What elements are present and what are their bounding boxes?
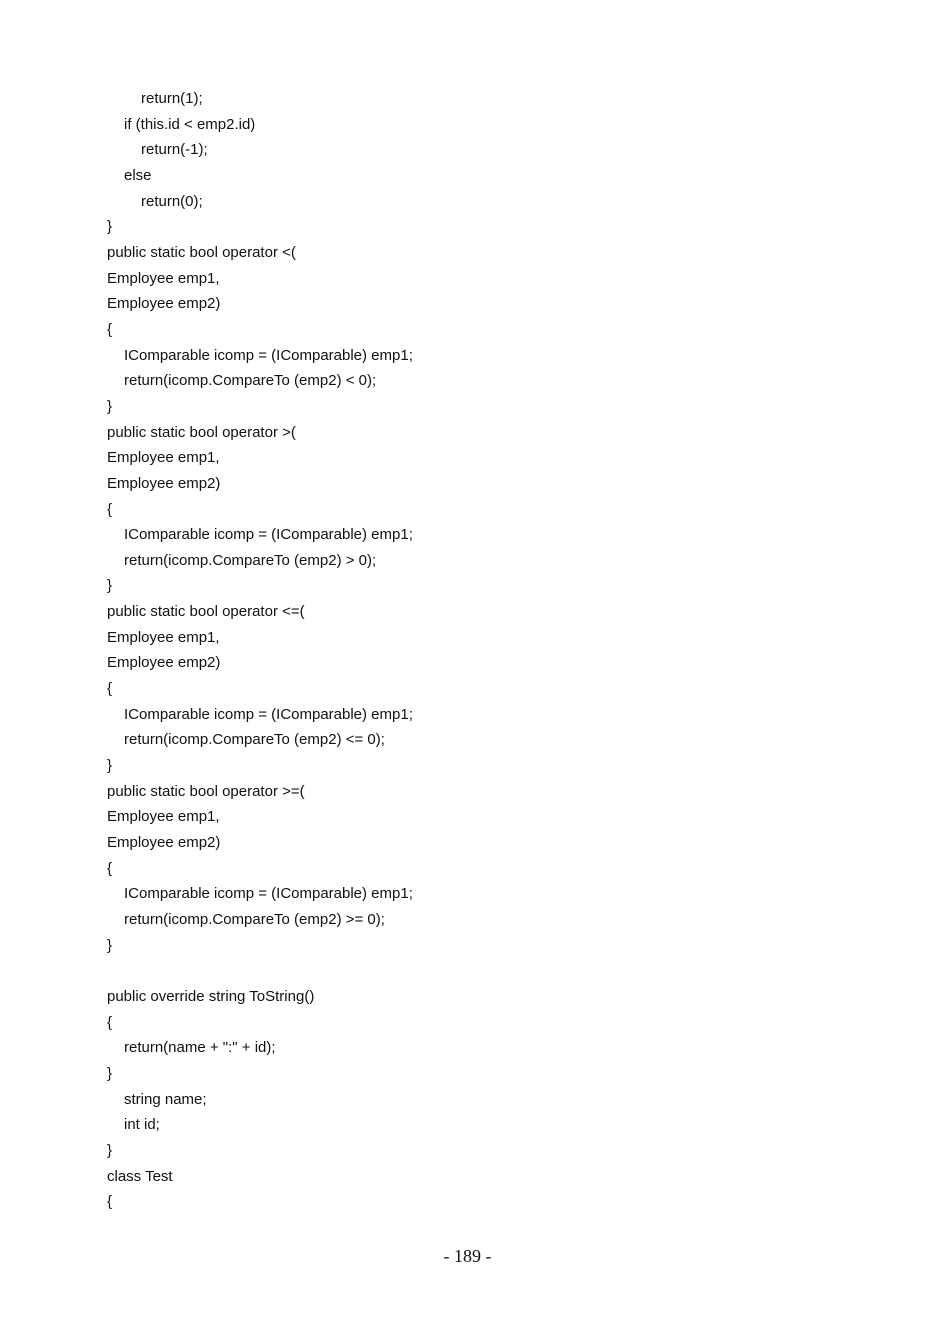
code-line: return(icomp.CompareTo (emp2) >= 0); — [124, 911, 385, 928]
code-line: Employee emp1, — [107, 628, 220, 646]
code-line: } — [107, 577, 113, 595]
code-line: IComparable icomp = (IComparable) emp1; — [124, 526, 413, 544]
code-line: } — [107, 1064, 113, 1082]
code-line: { — [107, 859, 113, 877]
code-line: return(icomp.CompareTo (emp2) <= 0); — [124, 731, 385, 749]
code-line: Employee emp1, — [107, 269, 220, 287]
code-line: return(0); — [141, 192, 203, 210]
page-number: - 189 - — [443, 1246, 492, 1266]
code-line: return(1); — [141, 90, 203, 107]
code-line: Employee emp1, — [107, 808, 220, 826]
code-listing — [107, 86, 413, 1215]
code-line: if (this.id < emp2.id) — [124, 115, 256, 133]
code-line: } — [107, 936, 113, 954]
code-line: Employee emp2) — [107, 654, 221, 672]
code-line: IComparable icomp = (IComparable) emp1; — [124, 885, 413, 903]
code-line: class Test — [107, 1167, 173, 1185]
code-line: public static bool operator >=( — [107, 782, 305, 800]
code-line: Employee emp2) — [107, 474, 221, 492]
code-line: public static bool operator <=( — [107, 603, 305, 621]
code-line: public static bool operator >( — [107, 423, 296, 441]
code-line: { — [107, 1013, 113, 1031]
code-line: return(icomp.CompareTo (emp2) > 0); — [124, 551, 377, 569]
code-line: IComparable icomp = (IComparable) emp1; — [124, 346, 413, 364]
code-line — [107, 958, 413, 984]
code-line: } — [107, 757, 113, 775]
code-line: Employee emp1, — [107, 449, 220, 467]
code-line: IComparable icomp = (IComparable) emp1; — [124, 705, 413, 723]
code-line: return(icomp.CompareTo (emp2) < 0); — [124, 372, 377, 390]
code-line: Employee emp2) — [107, 834, 221, 852]
code-line: { — [107, 1193, 113, 1211]
code-line: else — [124, 166, 152, 184]
code-line: } — [107, 397, 113, 415]
code-line: Employee emp2) — [107, 295, 221, 313]
code-line: { — [107, 500, 113, 518]
code-line: public override string ToString() — [107, 987, 315, 1005]
code-line: int id; — [124, 1116, 160, 1134]
code-line: string name; — [124, 1090, 207, 1108]
code-line: } — [107, 1141, 113, 1159]
code-line: public static bool operator <( — [107, 243, 296, 261]
code-line: } — [107, 218, 113, 236]
code-line: return(name + ":" + id); — [124, 1039, 276, 1057]
code-line: return(-1); — [141, 141, 208, 159]
code-line: { — [107, 680, 113, 698]
code-line: { — [107, 320, 113, 338]
